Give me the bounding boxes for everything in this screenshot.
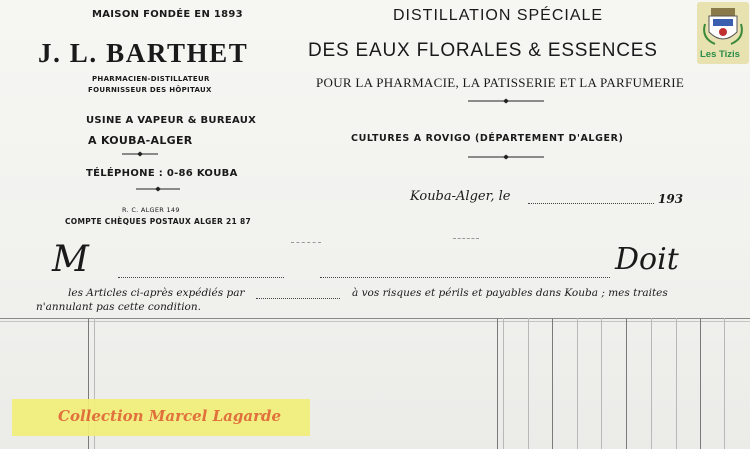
table-column-line bbox=[651, 318, 652, 449]
articles-text-2: n'annulant pas cette condition. bbox=[36, 301, 201, 313]
articles-text-1a: les Articles ci-après expédiés par bbox=[68, 287, 245, 299]
small-dash-2 bbox=[453, 238, 479, 239]
shield-crest-icon bbox=[697, 4, 749, 50]
date-field[interactable] bbox=[528, 203, 654, 204]
table-column-line bbox=[626, 318, 627, 449]
factory-line-1: USINE A VAPEUR & BUREAUX bbox=[86, 115, 257, 126]
table-column-line bbox=[552, 318, 553, 449]
company-subtitle-1: PHARMACIEN-DISTILLATEUR bbox=[92, 75, 210, 83]
rc-text: R. C. ALGER 149 bbox=[122, 206, 180, 214]
ornament-divider-3 bbox=[468, 98, 544, 104]
place-text: Kouba-Alger, le bbox=[410, 189, 511, 204]
company-subtitle-2: FOURNISSEUR DES HÔPITAUX bbox=[88, 86, 212, 94]
collection-text: Collection Marcel Lagarde bbox=[58, 407, 282, 425]
ornament-divider-2 bbox=[136, 186, 180, 192]
table-column-line bbox=[700, 318, 701, 449]
table-column-line bbox=[528, 318, 529, 449]
telephone-text: TÉLÉPHONE : 0-86 KOUBA bbox=[86, 168, 238, 179]
ornament-divider-4 bbox=[468, 154, 544, 160]
tizis-logo bbox=[697, 2, 749, 64]
table-column-line bbox=[724, 318, 725, 449]
pharmacie-line: POUR LA PHARMACIE, LA PATISSERIE ET LA PARFUMERIE bbox=[316, 75, 685, 90]
eaux-florales-heading: DES EAUX FLORALES & ESSENCES bbox=[308, 40, 658, 61]
recipient-field-1[interactable] bbox=[118, 277, 284, 278]
recipient-field-2[interactable] bbox=[320, 277, 610, 278]
cultures-line: CULTURES A ROVIGO (DÉPARTEMENT D'ALGER) bbox=[351, 133, 624, 144]
distillation-heading: DISTILLATION SPÉCIALE bbox=[393, 7, 604, 24]
salutation-m: M bbox=[52, 239, 89, 280]
table-top-rule-2 bbox=[0, 321, 750, 322]
collection-banner bbox=[12, 399, 310, 436]
doit-text: Doit bbox=[615, 242, 679, 277]
ornament-divider-1 bbox=[122, 151, 158, 157]
factory-line-2: A KOUBA-ALGER bbox=[88, 134, 193, 147]
table-top-rule bbox=[0, 318, 750, 319]
table-column-line bbox=[601, 318, 602, 449]
shipping-field[interactable] bbox=[256, 298, 340, 299]
small-dash-1 bbox=[291, 242, 321, 243]
table-column-line bbox=[503, 318, 504, 449]
logo-text: Les Tizis bbox=[700, 49, 740, 60]
table-column-line bbox=[497, 318, 498, 449]
table-column-line bbox=[577, 318, 578, 449]
account-text: COMPTE CHÈQUES POSTAUX ALGER 21 87 bbox=[65, 217, 251, 226]
articles-text-1b: à vos risques et périls et payables dans Kouba ; mes traites bbox=[352, 287, 668, 299]
year-text: 193 bbox=[658, 192, 684, 206]
company-name: J. L. BARTHET bbox=[38, 38, 249, 68]
table-column-line bbox=[676, 318, 677, 449]
founded-text: MAISON FONDÉE EN 1893 bbox=[92, 9, 243, 20]
